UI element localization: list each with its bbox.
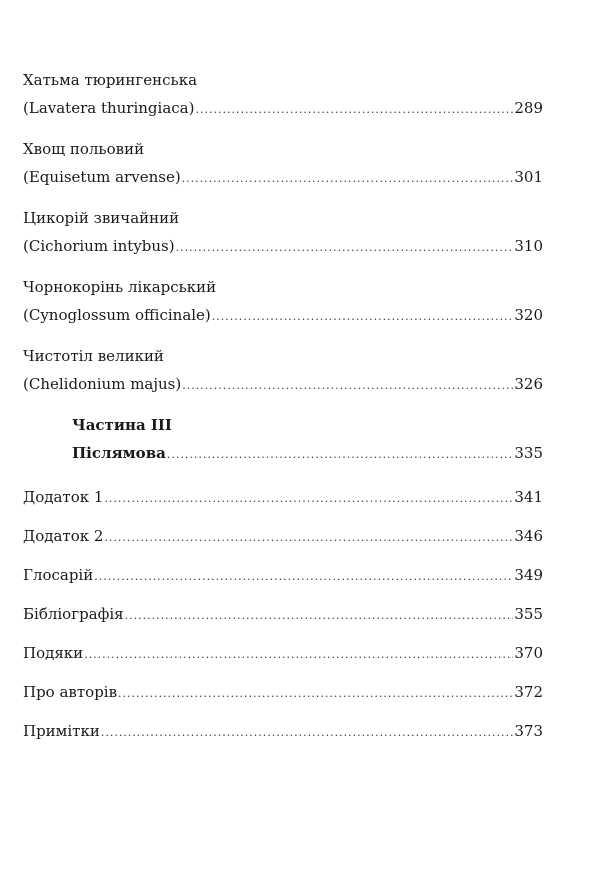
item-line (23, 558, 543, 594)
section-title: Частина III (72, 416, 172, 434)
entry-line (23, 163, 543, 193)
toc-item[interactable] (23, 558, 543, 594)
dot-leader (195, 96, 513, 124)
dot-leader (94, 560, 513, 594)
page-number: 326 (514, 375, 543, 393)
entry-line (23, 301, 543, 331)
toc-entry[interactable] (23, 66, 543, 124)
entry-title: Хатьма тюрингенська (23, 71, 198, 89)
page-number: 320 (514, 306, 543, 324)
entry-line (23, 370, 543, 400)
page-number: 349 (514, 566, 543, 584)
dot-leader (101, 716, 514, 750)
entry-title: Хвощ польовий (23, 140, 145, 158)
dot-leader (104, 521, 513, 555)
dot-leader (84, 638, 513, 672)
toc-section[interactable] (23, 411, 543, 469)
toc-entry[interactable] (23, 342, 543, 400)
entry-title: Чорнокорінь лікарський (23, 278, 217, 296)
table-of-contents (23, 66, 543, 753)
page-number: 373 (514, 722, 543, 740)
item-label: Подяки (23, 644, 84, 662)
item-label: Примітки (23, 722, 100, 740)
item-line (23, 675, 543, 711)
item-line (23, 636, 543, 672)
section-line (72, 439, 543, 469)
dot-leader (125, 599, 514, 633)
toc-item[interactable] (23, 636, 543, 672)
toc-entry[interactable] (23, 135, 543, 193)
toc-item[interactable] (23, 675, 543, 711)
dot-leader (182, 165, 514, 193)
entry-latin-name: (Equisetum arvense) (23, 168, 181, 186)
dot-leader (176, 234, 514, 262)
page-number: 372 (514, 683, 543, 701)
page-number: 289 (514, 99, 543, 117)
entry-latin-name: (Chelidonium majus) (23, 375, 182, 393)
item-label: Глосарій (23, 566, 94, 584)
toc-item[interactable] (23, 519, 543, 555)
dot-leader (118, 677, 513, 711)
toc-entry[interactable] (23, 273, 543, 331)
page-number: 301 (514, 168, 543, 186)
item-label: Бібліографія (23, 605, 124, 623)
item-label: Про авторів (23, 683, 118, 701)
page-number: 355 (514, 605, 543, 623)
toc-item[interactable] (23, 597, 543, 633)
entry-latin-name: (Cichorium intybus) (23, 237, 175, 255)
toc-item[interactable] (23, 480, 543, 516)
item-line (23, 519, 543, 555)
page-number: 310 (514, 237, 543, 255)
dot-leader (167, 441, 514, 469)
page-number: 370 (514, 644, 543, 662)
dot-leader (212, 303, 514, 331)
item-label: Додаток 2 (23, 527, 104, 545)
toc-entry[interactable] (23, 204, 543, 262)
dot-leader (182, 372, 513, 400)
entry-latin-name: (Lavatera thuringiaca) (23, 99, 195, 117)
entry-latin-name: (Cynoglossum officinale) (23, 306, 211, 324)
entry-line (23, 94, 543, 124)
page-number: 346 (514, 527, 543, 545)
item-line (23, 714, 543, 750)
item-label: Додаток 1 (23, 488, 104, 506)
entry-line (23, 232, 543, 262)
entry-title: Чистотіл великий (23, 347, 164, 365)
page-number: 341 (514, 488, 543, 506)
page-number: 335 (514, 444, 543, 462)
item-line (23, 597, 543, 633)
toc-item[interactable] (23, 714, 543, 750)
item-line (23, 480, 543, 516)
dot-leader (104, 482, 513, 516)
section-subtitle: Післямова (72, 444, 166, 462)
entry-title: Цикорій звичайний (23, 209, 180, 227)
